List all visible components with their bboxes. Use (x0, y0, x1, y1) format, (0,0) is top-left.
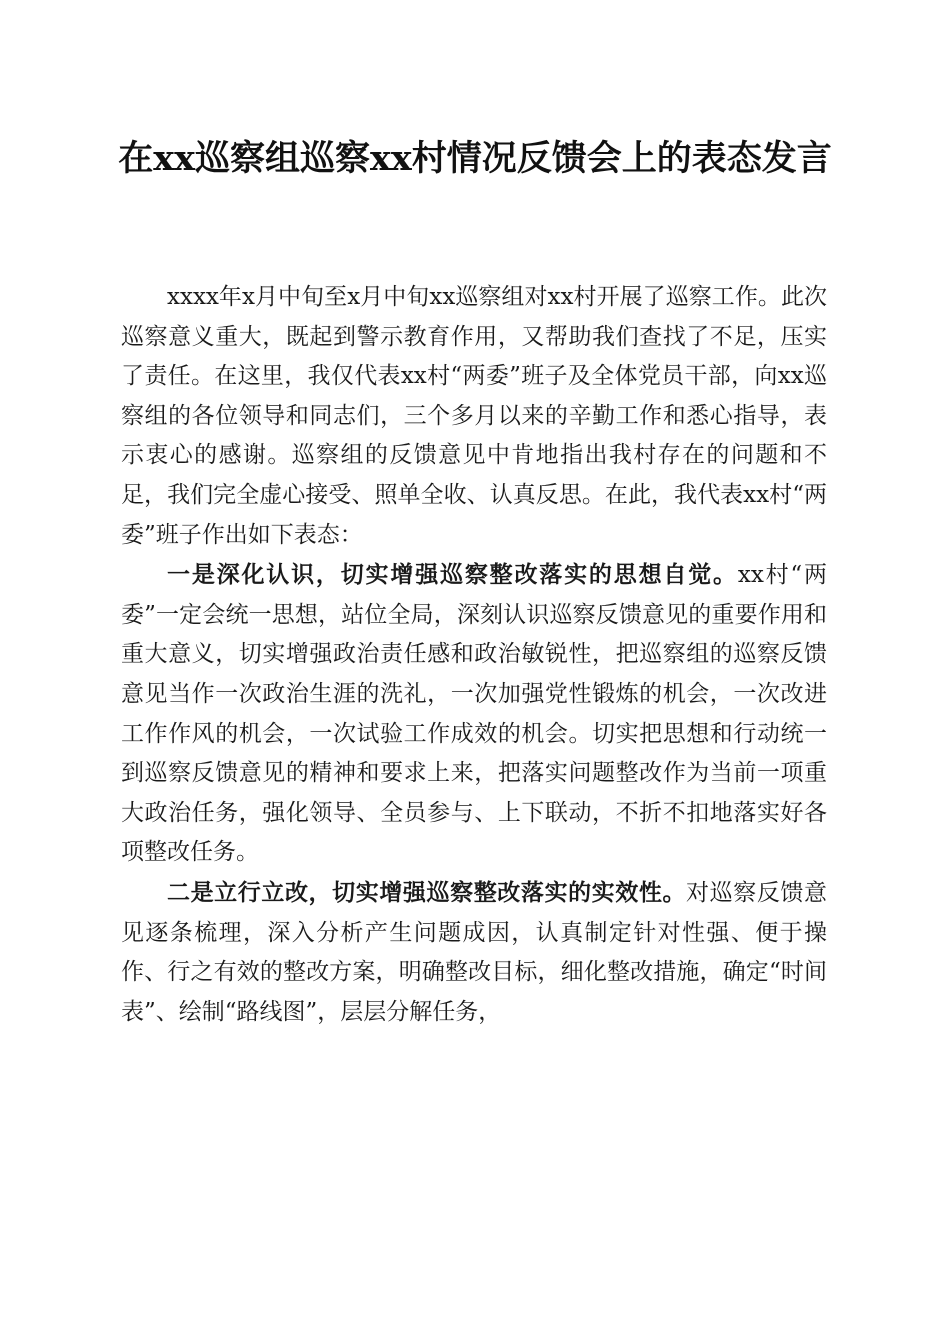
paragraph-text: xxxx年x月中旬至x月中旬xx巡察组对xx村开展了巡察工作。此次巡察意义重大，既起到警示教育作用，又帮助我们查找了不足，压实了责任。在这里，我仅代表xx村“两委”班子及全体党员干部，向xx巡察组的各位领导和同志们，三个多月以来的辛勤工作和悉心指导，表示衷心的感谢。巡察组的反馈意见中肯地指出我村存在的问题和不足，我们完全虚心接受、照单全收、认真反思。在此，我代表xx村“两委”班子作出如下表态： (121, 284, 827, 548)
paragraph-point-one (121, 555, 827, 873)
paragraph-intro (121, 277, 827, 555)
paragraph-text: 对巡察反馈意见逐条梳理，深入分析产生问题成因，认真制定针对性强、便于操作、行之有效的整改方案，明确整改目标，细化整改措施，确定“时间表”、绘制“路线图”，层层分解任务， (121, 879, 828, 1025)
document-title: 在xx巡察组巡察xx村情况反馈会上的表态发言 (118, 138, 832, 179)
paragraph-lead: 一是深化认识，切实增强巡察整改落实的思想自觉。 (167, 561, 738, 589)
paragraph-point-two (121, 873, 827, 1032)
document-body (121, 277, 827, 1032)
paragraph-lead: 二是立行立改，切实增强巡察整改落实的实效性。 (167, 878, 687, 906)
paragraph-text: xx村“两委”一定会统一思想，站位全局，深刻认识巡察反馈意见的重要作用和重大意义，切实增强政治责任感和政治敏锐性，把巡察组的巡察反馈意见当作一次政治生涯的洗礼，一次加强党性锻炼的机会，一次改进工作作风的机会，一次试验工作成效的机会。切实把思想和行动统一到巡察反馈意见的精神和要求上来，把落实问题整改作为当前一项重大政治任务，强化领导、全员参与、上下联动，不折不扣地落实好各项整改任务。 (121, 562, 828, 866)
